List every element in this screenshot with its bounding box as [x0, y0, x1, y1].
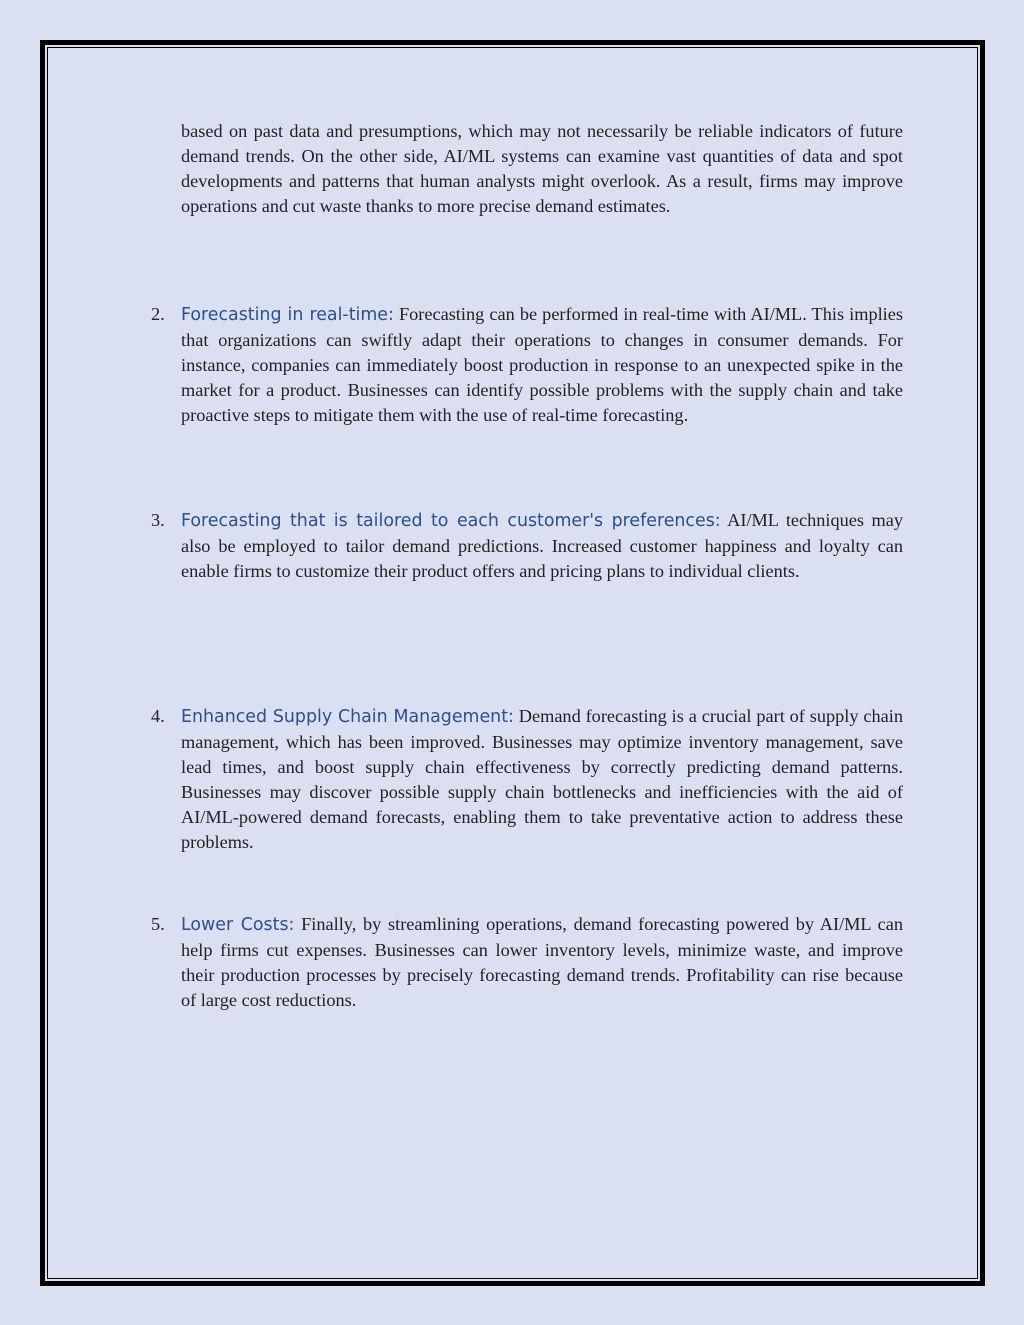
list-item-heading: Forecasting that is tailored to each customer's preferences:	[181, 511, 721, 531]
list-item-paragraph	[181, 302, 903, 428]
list-item-heading: Enhanced Supply Chain Management:	[181, 707, 514, 727]
list-item-paragraph	[181, 704, 903, 855]
list-item-text: Forecasting can be performed in real-time with AI/ML. This implies that organizations can swiftly adapt their operations to changes in consumer demands. For instance, companies can immediately boost production in response to an unexpected spike in the market for a product. Businesses can identify possible problems with the supply chain and take proactive steps to mitigate them with the use of real-time forecasting.	[181, 304, 903, 425]
intro-paragraph: based on past data and presumptions, which may not necessarily be reliable indicators of future demand trends. On the other side, AI/ML systems can examine vast quantities of data and spot developments and patterns that human analysts might overlook. As a result, firms may improve operations and cut waste thanks to more precise demand estimates.	[181, 121, 903, 216]
list-item-number: 4.	[151, 706, 165, 726]
list-item-text: Finally, by streamlining operations, demand forecasting powered by AI/ML can help firms cut expenses. Businesses can lower inventory levels, minimize waste, and improve their production processes by precisely forecasting demand trends. Profitability can rise because of large cost reductions.	[181, 914, 903, 1010]
list-item-text: AI/ML techniques may also be employed to tailor demand predictions. Increased customer happiness and loyalty can enable firms to customize their product offers and pricing plans to individual clients.	[181, 510, 904, 581]
list-item-heading: Forecasting in real-time:	[181, 305, 394, 325]
list-item-paragraph	[181, 912, 903, 1013]
page-border-inner	[47, 47, 978, 1279]
list-item-number: 5.	[151, 914, 165, 934]
list-item-text: Demand forecasting is a crucial part of supply chain management, which has been improved. Businesses may optimize inventory management, save lead times, and boost supply chain effectiveness by correctly predicting demand patterns. Businesses may discover possible supply chain bottlenecks and inefficiencies with the aid of AI/ML-powered demand forecasts, enabling them to take preventative action to address these problems.	[181, 706, 903, 852]
list-item-heading: Lower Costs:	[181, 915, 295, 935]
list-item-paragraph	[181, 508, 903, 584]
list-item-number: 3.	[151, 510, 165, 530]
list-item-number: 2.	[151, 304, 165, 324]
